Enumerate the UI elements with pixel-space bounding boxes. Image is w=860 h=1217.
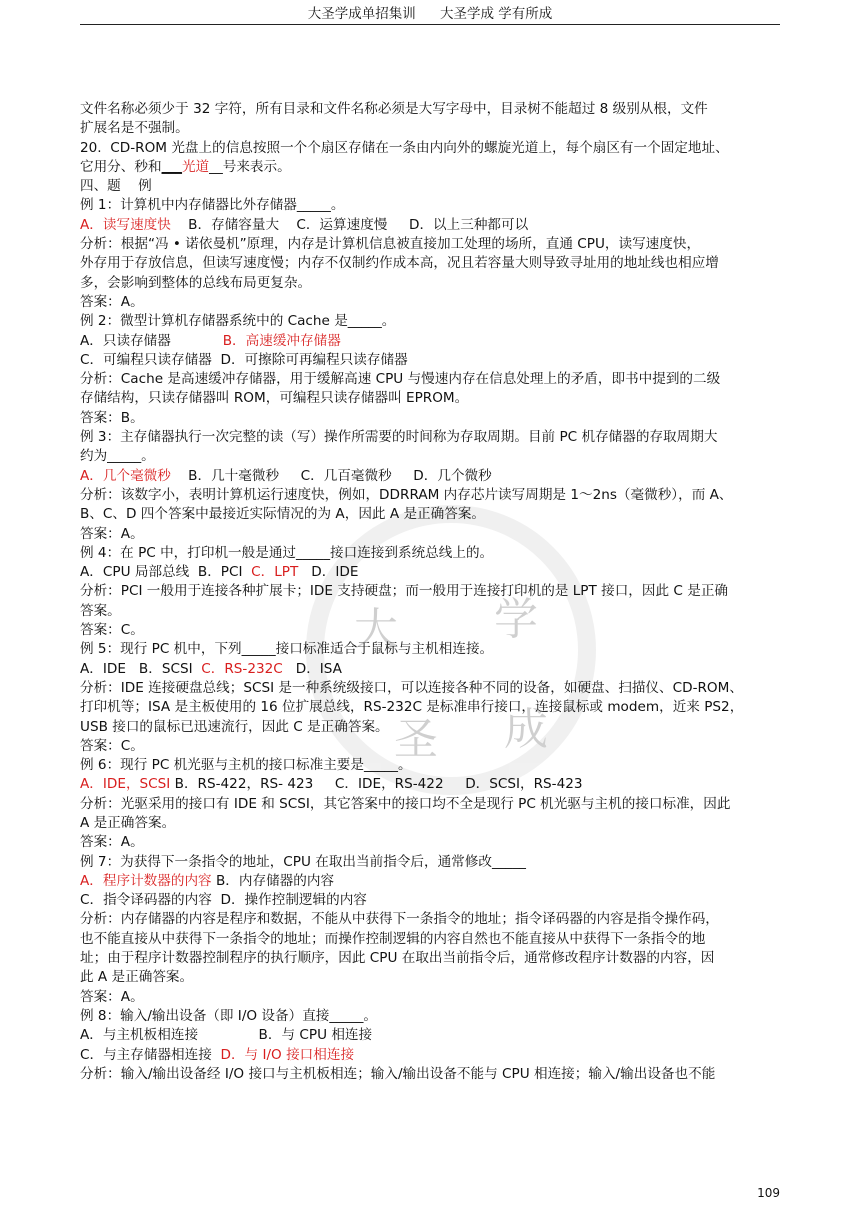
text-line	[80, 235, 782, 254]
text-line	[80, 775, 782, 794]
text-line	[80, 814, 782, 833]
text-line	[80, 1026, 782, 1045]
text-run: 它用分、秒和	[80, 158, 162, 175]
watermark-char: 大	[354, 604, 398, 655]
text-run: C．与主存储器相连接	[80, 1046, 221, 1063]
text-run: 例 2：微型计算机存储器系统中的 Cache 是_____。	[80, 313, 396, 330]
text-run: USB 接口的鼠标已迅速流行，因此 C 是正确答案。	[80, 718, 389, 735]
text-line	[80, 988, 782, 1007]
text-run: 例 6：现行 PC 机光驱与主机的接口标准主要是_____。	[80, 757, 412, 774]
text-run: C．RS-232C	[201, 660, 283, 677]
text-line	[80, 370, 782, 389]
text-run: A．IDE B．SCSI	[80, 660, 202, 677]
text-line	[80, 332, 782, 351]
text-line	[80, 447, 782, 466]
text-line	[80, 158, 782, 177]
text-line	[80, 968, 782, 987]
text-run: 分析：光驱采用的接口有 IDE 和 SCSI，其它答案中的接口均不全是现行 PC 机光驱与主机的接口标准，因此	[80, 795, 731, 812]
text-line	[80, 1065, 782, 1084]
text-run: A 是正确答案。	[80, 814, 176, 831]
text-line	[80, 853, 782, 872]
text-run: 答案：C。	[80, 737, 144, 754]
text-line	[80, 312, 782, 331]
text-run: 答案：A。	[80, 293, 144, 310]
text-line	[80, 139, 782, 158]
text-line	[80, 119, 782, 138]
text-line	[80, 196, 782, 215]
text-line	[80, 737, 782, 756]
text-run: 四、题 例	[80, 178, 152, 195]
text-run: 存储结构，只读存储器叫 ROM，可编程只读存储器叫 EPROM。	[80, 390, 469, 407]
text-run: 答案：A。	[80, 834, 144, 851]
watermark-char: 成	[504, 704, 548, 755]
text-run: 例 3：主存储器执行一次完整的读（写）操作所需要的时间称为存取周期。目前 PC 机存储器的存取周期大	[80, 429, 718, 446]
text-run: D．与 I/O 接口相连接	[220, 1046, 355, 1063]
text-run: B、C、D 四个答案中最接近实际情况的为 A，因此 A 是正确答案。	[80, 506, 486, 523]
text-line	[80, 795, 782, 814]
text-run: 分析：Cache 是高速缓冲存储器，用于缓解高速 CPU 与慢速内存在信息处理上的矛盾，即书中提到的二级	[80, 371, 721, 388]
text-line	[80, 525, 782, 544]
text-run: 例 1：计算机中内存储器比外存储器_____。	[80, 197, 345, 214]
text-line	[80, 640, 782, 659]
text-run: 答案。	[80, 602, 121, 619]
text-run: 扩展名是不强制。	[80, 120, 189, 137]
text-run: D．ISA	[282, 660, 342, 677]
text-run: 分析：PCI 一般用于连接各种扩展卡；IDE 支持硬盘；而一般用于连接打印机的是 LPT 接口，因此 C 是正确	[80, 583, 729, 600]
text-run: 分析：该数字小，表明计算机运行速度快，例如，DDRRAM 内存芯片读写周期是 1～2ns（毫微秒），而 A、	[80, 486, 733, 503]
text-line	[80, 833, 782, 852]
text-run: 文件名称必须少于 32 字符，所有目录和文件名称必须是大写字母中，目录树不能超过 8 级别从根，文件	[80, 101, 708, 117]
text-line	[80, 756, 782, 775]
text-run: 打印机等；ISA 是主板使用的 16 位扩展总线，RS-232C 是标准串行接口，连接鼠标或 modem，近来 PS2，	[80, 699, 744, 716]
text-line	[80, 563, 782, 582]
text-line	[80, 930, 782, 949]
text-run: B．几十毫微秒 C．几百毫微秒 D．几个微秒	[170, 467, 492, 484]
text-line	[80, 505, 782, 524]
document-body	[80, 100, 782, 1084]
text-run: A．只读存储器	[80, 332, 171, 349]
text-line	[80, 660, 782, 679]
text-run: 分析：输入/输出设备经 I/O 接口与主机板相连；输入/输出设备不能与 CPU 相连接；输入/输出设备也不能	[80, 1065, 716, 1082]
text-line	[80, 1007, 782, 1026]
text-line	[80, 679, 782, 698]
text-run: 答案：A。	[80, 525, 144, 542]
text-run: 答案：C。	[80, 622, 144, 639]
text-run: A．读写速度快	[80, 216, 171, 233]
text-run: 例 8：输入/输出设备（即 I/O 设备）直接_____。	[80, 1007, 377, 1024]
text-run: 光道	[181, 158, 210, 175]
text-line	[80, 891, 782, 910]
text-line	[80, 621, 782, 640]
header-left-text: 大圣学成单招集训	[307, 6, 416, 22]
text-line	[80, 389, 782, 408]
text-run: 外存用于存放信息，但读写速度慢；内存不仅制约作成本高，况且若容量大则导致寻址用的地址线也相应增	[80, 255, 719, 272]
text-line	[80, 216, 782, 235]
text-line	[80, 910, 782, 929]
text-line	[80, 1046, 782, 1065]
text-run: 20. CD-ROM 光盘上的信息按照一个个扇区存储在一条由内向外的螺旋光道上，每个扇区有一个固定地址、	[80, 139, 729, 156]
text-run: A．程序计数器的内容	[80, 872, 212, 889]
text-run: 答案：A。	[80, 988, 144, 1005]
watermark-char: 圣	[394, 714, 438, 765]
text-line	[80, 274, 782, 293]
text-run: 此 A 是正确答案。	[80, 969, 194, 986]
text-line	[80, 467, 782, 486]
text-line	[80, 949, 782, 968]
text-run: 约为_____。	[80, 448, 155, 465]
text-run: 址；由于程序计数器控制程序的执行顺序，因此 CPU 在取出当前指令后，通常修改程序计数器的内容，因	[80, 950, 715, 967]
text-run: B．RS-422，RS- 423 C．IDE，RS-422 D．SCSI，RS-423	[170, 776, 583, 793]
text-line	[80, 602, 782, 621]
text-run: A．与主机板相连接 B．与 CPU 相连接	[80, 1027, 373, 1044]
text-line	[80, 254, 782, 273]
text-run: B．高速缓冲存储器	[170, 332, 341, 349]
page-header	[80, 4, 780, 25]
text-run: D．IDE	[298, 564, 359, 581]
text-run: 分析：根据“冯 • 诺依曼机”原理，内存是计算机信息被直接加工处理的场所，直通 CPU，读写速度快，	[80, 236, 701, 253]
text-run: 例 7：为获得下一条指令的地址，CPU 在取出当前指令后，通常修改_____	[80, 853, 526, 870]
text-run: A．CPU 局部总线 B．PCI	[80, 564, 252, 581]
text-line	[80, 486, 782, 505]
text-line	[80, 351, 782, 370]
text-run: B．内存储器的内容	[211, 872, 335, 889]
text-run: __号来表示。	[209, 158, 291, 175]
text-line	[80, 409, 782, 428]
text-run: C．指令译码器的内容 D．操作控制逻辑的内容	[80, 892, 367, 909]
text-run: 答案：B。	[80, 409, 144, 426]
text-line	[80, 293, 782, 312]
text-run: 分析：内存储器的内容是程序和数据，不能从中获得下一条指令的地址；指令译码器的内容是指令操作码，	[80, 911, 719, 928]
text-run: C．可编程只读存储器 D．可擦除可再编程只读存储器	[80, 351, 408, 368]
watermark-char: 学	[494, 594, 538, 645]
text-run: 分析：IDE 连接硬盘总线；SCSI 是一种系统级接口，可以连接各种不同的设备，如硬盘、扫描仪、CD-ROM、	[80, 679, 743, 696]
text-line	[80, 718, 782, 737]
text-run: 例 4：在 PC 中，打印机一般是通过_____接口连接到系统总线上的。	[80, 544, 494, 561]
text-line	[80, 100, 782, 119]
text-line	[80, 177, 782, 196]
text-run: B．存储容量大 C．运算速度慢 D．以上三种都可以	[170, 216, 529, 233]
text-run: 也不能直接从中获得下一条指令的地址；而操作控制逻辑的内容自然也不能直接从中获得下一条指令的地	[80, 930, 706, 947]
text-run: ___	[161, 158, 182, 175]
text-run: 例 5：现行 PC 机中，下列_____接口标准适合于鼠标与主机相连接。	[80, 641, 494, 658]
text-run: C．LPT	[251, 564, 299, 581]
text-line	[80, 428, 782, 447]
text-run: A．几个毫微秒	[80, 467, 171, 484]
text-line	[80, 544, 782, 563]
text-line	[80, 582, 782, 601]
text-run: 多，会影响到整体的总线布局更复杂。	[80, 274, 312, 291]
page-number: 109	[757, 1186, 780, 1200]
header-right-text: 大圣学成 学有所成	[440, 6, 553, 22]
text-line	[80, 698, 782, 717]
text-run: A．IDE，SCSI	[80, 776, 171, 793]
text-line	[80, 872, 782, 891]
